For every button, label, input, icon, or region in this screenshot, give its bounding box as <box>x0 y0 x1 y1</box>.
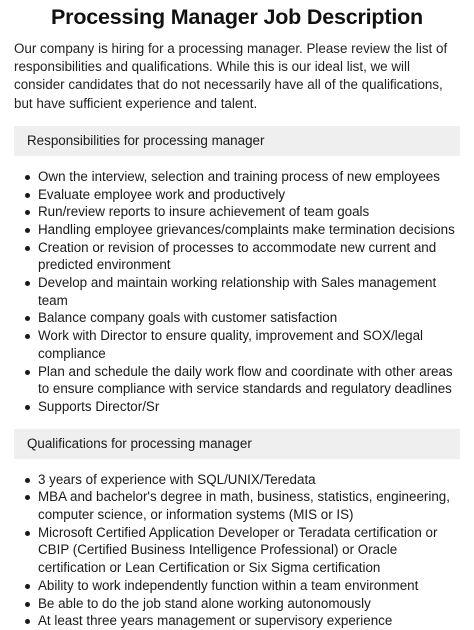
list-item: Ability to work independently function within a team environment <box>14 577 460 595</box>
list-item: Own the interview, selection and training process of new employees <box>14 168 460 186</box>
list-item: Creation or revision of processes to accommodate new current and predicted environment <box>14 239 460 274</box>
list-item: MBA and bachelor's degree in math, business, statistics, engineering, computer science, or information systems (MIS or IS) <box>14 488 460 523</box>
intro-paragraph: Our company is hiring for a processing manager. Please review the list of responsibilities and qualifications. While this is our ideal list, we will consider candidates that do not necessarily have all of the qualifications, but have sufficient experience and talent. <box>14 41 448 111</box>
responsibilities-heading: Responsibilities for processing manager <box>14 126 460 156</box>
responsibilities-list <box>14 168 460 416</box>
list-item: Handling employee grievances/complaints make termination decisions <box>14 221 460 239</box>
list-item: Develop and maintain working relationship with Sales management team <box>14 274 460 309</box>
list-item: Be able to do the job stand alone working autonomously <box>14 595 460 613</box>
qualifications-heading: Qualifications for processing manager <box>14 429 460 459</box>
list-item: Microsoft Certified Application Developer or Teradata certification or CBIP (Certified Business Intelligence Professional) or Oracle certification or Lean Certification or Six Sigma certification <box>14 524 460 577</box>
list-item: Plan and schedule the daily work flow and coordinate with other areas to ensure compliance with service standards and regulatory deadlines <box>14 363 460 398</box>
page-title: Processing Manager Job Description <box>51 5 423 29</box>
qualifications-list <box>14 471 460 630</box>
list-item: Balance company goals with customer satisfaction <box>14 309 460 327</box>
list-item: 3 years of experience with SQL/UNIX/Teredata <box>14 471 460 489</box>
list-item: At least three years management or supervisory experience <box>14 612 460 630</box>
list-item: Run/review reports to insure achievement of team goals <box>14 203 460 221</box>
list-item: Evaluate employee work and productively <box>14 186 460 204</box>
list-item: Supports Director/Sr <box>14 398 460 416</box>
list-item: Work with Director to ensure quality, improvement and SOX/legal compliance <box>14 327 460 362</box>
